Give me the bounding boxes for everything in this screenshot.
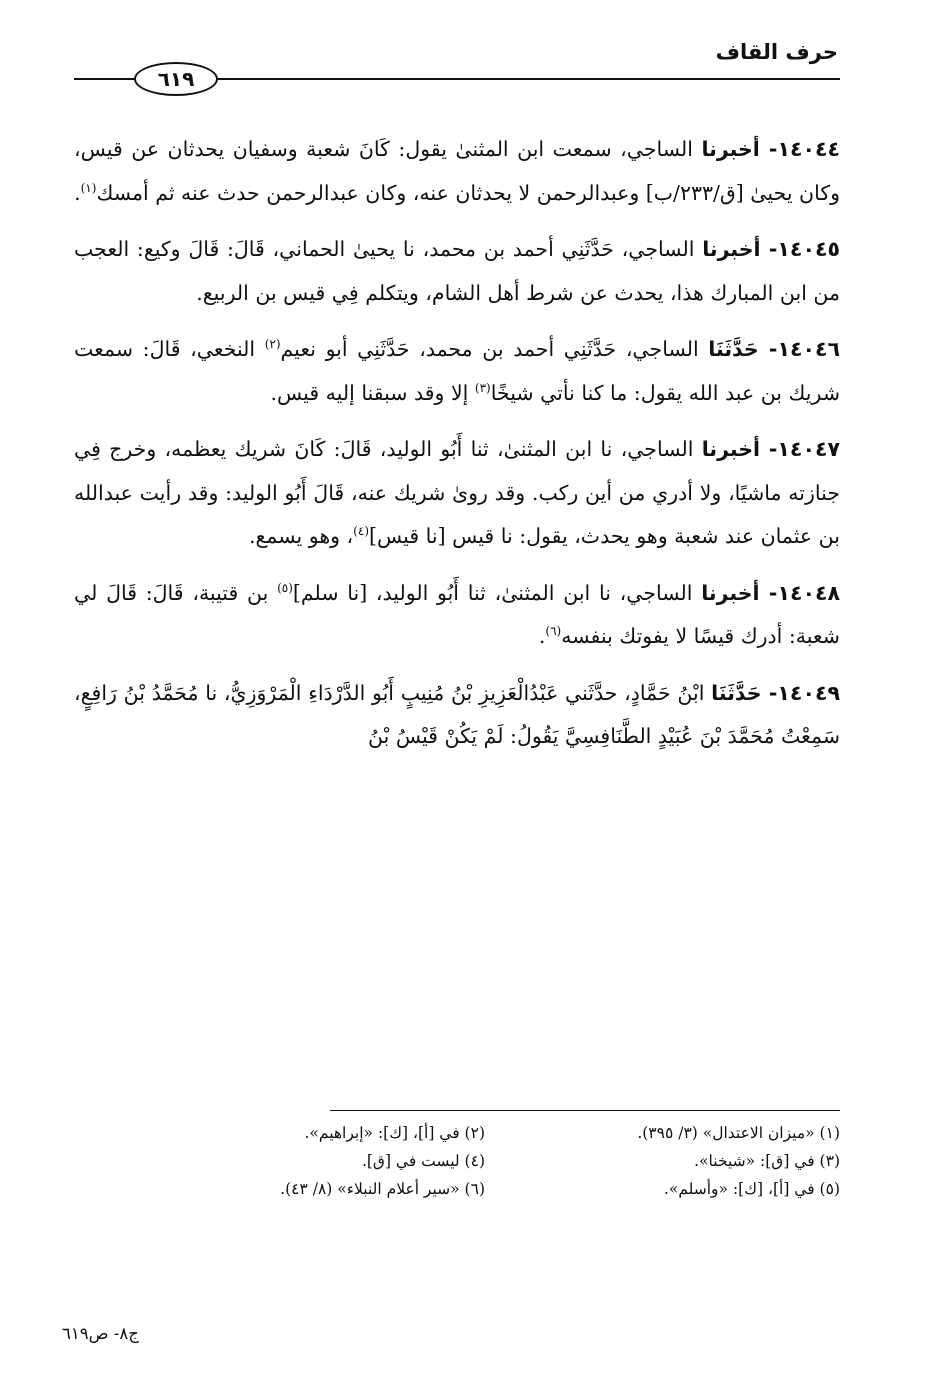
footnote-ref-3[interactable]: (٣): [474, 380, 491, 395]
volume-page-reference: ج٨- ص٦١٩: [62, 1324, 139, 1343]
footnote-4: (٤) ليست في [ق].: [361, 1152, 485, 1170]
narration-number: ١٤٠٤٦: [777, 337, 840, 361]
narration-14046: ١٤٠٤٦- حَدَّثَنَا الساجي، حَدَّثَنِي أحمد بن محمد، حَدَّثَنِي أبو نعيم$^{(٢)}$ النخعي، قَالَ: سمعت شريك بن عبد الله يقول: ما كنا نأتي شيخًا$^{(٣)}$ إلا وقد سبقنا إليه قيس.: [74, 337, 840, 405]
narration-keyword: أخبرنا: [701, 137, 760, 161]
body-text: [74, 128, 840, 772]
footnote-ref-6[interactable]: (٦): [545, 624, 562, 639]
narration-number: ١٤٠٤٧: [777, 437, 840, 461]
footnote-ref-5[interactable]: (٥): [277, 580, 293, 595]
footnote-ref-1[interactable]: (١): [80, 180, 97, 195]
narration-keyword: أخبرنا: [702, 237, 761, 261]
footnote-separator: [330, 1110, 840, 1111]
narration-text: بن قتيبة، قَالَ: قَالَ لي شعبة: أدرك قيسًا لا يفوتك بنفسه: [74, 580, 840, 648]
narration-keyword: أخبرنا: [701, 437, 761, 461]
narration-text: ابْنُ حَمَّادٍ، حدَّثَني عَبْدُالْعَزِيزِ بْنُ مُنِيبٍ أَبُو الدَّرْدَاءِ الْمَرْوَزِيُّ، نا مُحَمَّدُ بْنُ رَافِعٍ، سَمِعْتُ مُحَمَّدَ بْنَ عُبَيْدٍ الطَّنَافِسِيَّ يَقُولُ: لَمْ يَكُنْ قَيْسُ بْنُ: [74, 680, 840, 748]
narration-text: إلا وقد سبقنا إليه قيس.: [270, 380, 475, 405]
narration-14049: ١٤٠٤٩- حَدَّثَنَا ابْنُ حَمَّادٍ، حدَّثَني عَبْدُالْعَزِيزِ بْنُ مُنِيبٍ أَبُو الدَّرْدَاءِ الْمَرْوَزِيُّ، نا مُحَمَّدُ بْنُ رَافِعٍ، سَمِعْتُ مُحَمَّدَ بْنَ عُبَيْدٍ الطَّنَافِسِيَّ يَقُولُ: لَمْ يَكُنْ قَيْسُ بْنُ: [74, 680, 840, 748]
narration-text: الساجي، حَدَّثَنِي أحمد بن محمد، حَدَّثَنِي أبو نعيم: [280, 337, 709, 361]
footnote-3: (٣) في [ق]: «شيخنا».: [694, 1152, 840, 1170]
narration-text: الساجي، سمعت ابن المثنىٰ يقول: كَانَ شعبة وسفيان يحدثان عن قيس، وكان يحيىٰ [ق/٢٣٣/ب] وعبدالرحمن لا يحدثان عنه، وكان عبدالرحمن حدث عنه ثم أمسك: [74, 137, 840, 205]
narration-14047: ١٤٠٤٧- أخبرنا الساجي، نا ابن المثنىٰ، ثنا أَبُو الوليد، قَالَ: كَانَ شريك يعظمه، وخرج فِي جنازته ماشيًا، ولا أدري من أين ركب. وقد روىٰ شريك عنه، قَالَ أَبُو الوليد: وقد رأيت عبدالله بن عثمان عند شعبة وهو يحدث، يقول: نا قيس [نا قيس]$^{(٤)}$، وهو يسمع.: [74, 437, 840, 548]
footnote-ref-4[interactable]: (٤): [353, 524, 369, 539]
narration-number: ١٤٠٤٨: [777, 580, 840, 605]
narration-number: ١٤٠٤٤: [777, 137, 840, 161]
narration-keyword: أخبرنا: [701, 580, 760, 605]
narration-number: ١٤٠٤٥: [777, 237, 840, 261]
narration-text: الساجي، حَدَّثَنِي أحمد بن محمد، نا يحيىٰ الحماني، قَالَ: قَالَ وكيع: العجب من ابن المبارك هذا، يحدث عن شرط أهل الشام، ويتكلم فِي قيس بن الربيع.: [74, 237, 840, 305]
narration-keyword: حَدَّثَنَا: [708, 337, 759, 361]
footnote-2: (٢) في [أ]، [ك]: «إبراهيم».: [304, 1124, 485, 1142]
footnotes: [150, 1124, 840, 1198]
footnote-ref-2[interactable]: (٢): [264, 337, 281, 352]
narration-text: الساجي، نا ابن المثنىٰ، ثنا أَبُو الوليد، [نا سلم]: [292, 580, 702, 605]
narration-text: .: [74, 180, 81, 205]
chapter-title: حرف القاف: [715, 40, 838, 64]
narration-14044: ١٤٠٤٤- أخبرنا الساجي، سمعت ابن المثنىٰ يقول: كَانَ شعبة وسفيان يحدثان عن قيس، وكان يحيىٰ [ق/٢٣٣/ب] وعبدالرحمن لا يحدثان عنه، وكان عبدالرحمن حدث عنه ثم أمسك$^{(١)}$.: [74, 137, 840, 205]
footnote-1: (١) «ميزان الاعتدال» (٣/ ٣٩٥).: [637, 1124, 840, 1142]
page-number-badge: ٦١٩: [134, 62, 218, 96]
narration-text: الساجي، نا ابن المثنىٰ، ثنا أَبُو الوليد، قَالَ: كَانَ شريك يعظمه، وخرج فِي جنازته ماشيًا، ولا أدري من أين ركب. وقد روىٰ شريك عنه، قَالَ أَبُو الوليد: وقد رأيت عبدالله بن عثمان عند شعبة وهو يحدث، يقول: نا قيس [نا قيس]: [74, 437, 840, 548]
narration-number: ١٤٠٤٩: [777, 680, 840, 705]
narration-text: ، وهو يسمع.: [248, 524, 354, 548]
narration-text: .: [538, 624, 546, 648]
narration-14045: ١٤٠٤٥- أخبرنا الساجي، حَدَّثَنِي أحمد بن محمد، نا يحيىٰ الحماني، قَالَ: قَالَ وكيع: العجب من ابن المبارك هذا، يحدث عن شرط أهل الشام، ويتكلم فِي قيس بن الربيع.: [74, 237, 840, 305]
narration-text: النخعي، قَالَ: سمعت شريك بن عبد الله يقول: ما كنا نأتي شيخًا: [74, 337, 840, 405]
narration-14048: ١٤٠٤٨- أخبرنا الساجي، نا ابن المثنىٰ، ثنا أَبُو الوليد، [نا سلم]$^{(٥)}$ بن قتيبة، قَالَ: قَالَ لي شعبة: أدرك قيسًا لا يفوتك بنفسه$^{(٦)}$.: [74, 580, 840, 648]
narration-keyword: حَدَّثَنَا: [711, 680, 762, 705]
footnote-6: (٦) «سير أعلام النبلاء» (٨/ ٤٣).: [280, 1180, 485, 1198]
footnote-5: (٥) في [أ]، [ك]: «وأسلم».: [663, 1180, 840, 1198]
